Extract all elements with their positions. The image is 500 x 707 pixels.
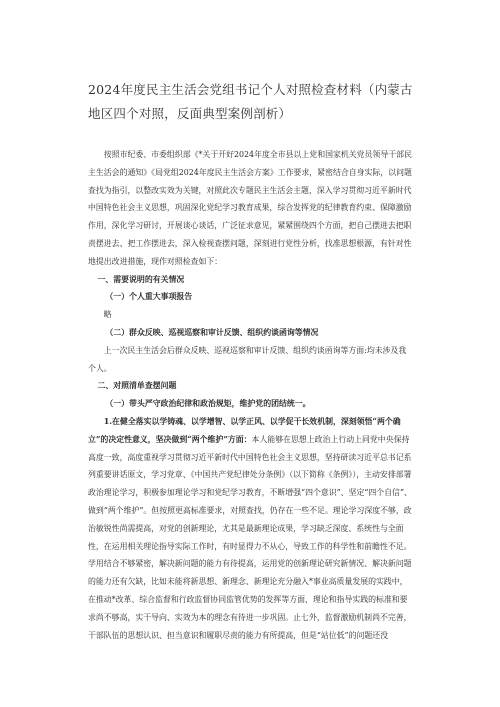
point-1-lead: 1.在健全落实以学铸魂、以学增智、以学正风、以学促干长效机制，深刻领悟“两个确立”的决定性意义，坚决做到“两个维护”方面： bbox=[88, 416, 401, 444]
section-heading-1: 一、需要说明的有关情况 bbox=[97, 274, 185, 284]
subsection-heading-2-1: （一）带头严守政治纪律和政治规矩，维护党的团结统一。 bbox=[105, 399, 311, 409]
point-1-text: 本人能够在思想上政治上行动上同党中央保持高度一致，高度重视学习贯彻习近平新时代中国特色社会主义思想，坚持研读习近平总书记系列重要讲话原文，学习党章、《中国共产党纪律处分条例》（以下简称《条例》），主动安排部署政治理论学习，积极参加理论学习和党纪学习教育，不断增强“四个意识”、坚定“四个自信”、做到“两个维护”。但按照更高标准要求，对照查找，仍存在一些不足。理论学习深度不够，政治敏锐性尚需提高，对党的创新理论，尤其是最新理论成果，学习缺乏深度、系统性与全面性，在运用相关理论指导实际工作时，有时显得力不从心，导致工作的科学性和前瞻性不足。学用结合不够紧密，解决新问题的能力有待提高，运用党的创新理论研究新情况、解决新问题的能力还有欠缺，比如未能将新思想、新理念、新理论充分融入*事业高质量发展的实践中，在推动*改革、综合监督和行政监督协同监管优势的发挥等方面，理论和指导实践的标准和要求尚不够高，实干导向、实效为本的理念有待进一步巩固。止七外，监督激励机制尚不完善，干部队伍的思想认识、担当意识和履职尽责的能力有所提高，但是“站位低”的问题还没 bbox=[88, 434, 412, 640]
section-heading-2: 二、对照清单查摆问题 bbox=[97, 381, 177, 391]
subsection-text-1-1: 略 bbox=[103, 310, 112, 320]
document-title: 2024年度民主生活会党组书记个人对照检查材料（内蒙古地区四个对照，反面典型案例剖析） bbox=[88, 82, 413, 121]
point-1-paragraph bbox=[88, 413, 412, 644]
document-body bbox=[88, 146, 412, 644]
subsection-text-1-2: 上一次民主生活会后群众反映、巡视巡察和审计反馈、组织约谈函询等方面:均未涉及我个人。 bbox=[88, 345, 407, 373]
subsection-heading-1-2: （二）群众反映、巡视巡察和审计反馈、组织约谈函询等情况 bbox=[105, 327, 319, 337]
subsection-heading-1-1: （一）个人重大事项报告 bbox=[105, 292, 193, 302]
intro-paragraph: 按照市纪委、市委组织部《*关于开好2024年度全市县以上党和国家机关党员领导干部民主生活会的通知》《局党组2024年度民主生活会方案》工作要求，紧密结合自身实际，以问题查找为指引，以整改实效为关键，对照此次专题民主生活会主题，深入学习贯彻习近平新时代中国特色社会主义思想，巩固深化党纪学习教育成果，综合发挥党的纪律教育约束、保障激励作用，深化学习研讨，开展谈心谈话，广泛征求意见，紧紧围绕四个方面，把自己摆进去把职责摆进去、把工作摆进去，深入检视查摆问题，深刻进行党性分析，找准思想根源，有针对性地提出改进措施，现作对照检查如下： bbox=[88, 150, 412, 266]
